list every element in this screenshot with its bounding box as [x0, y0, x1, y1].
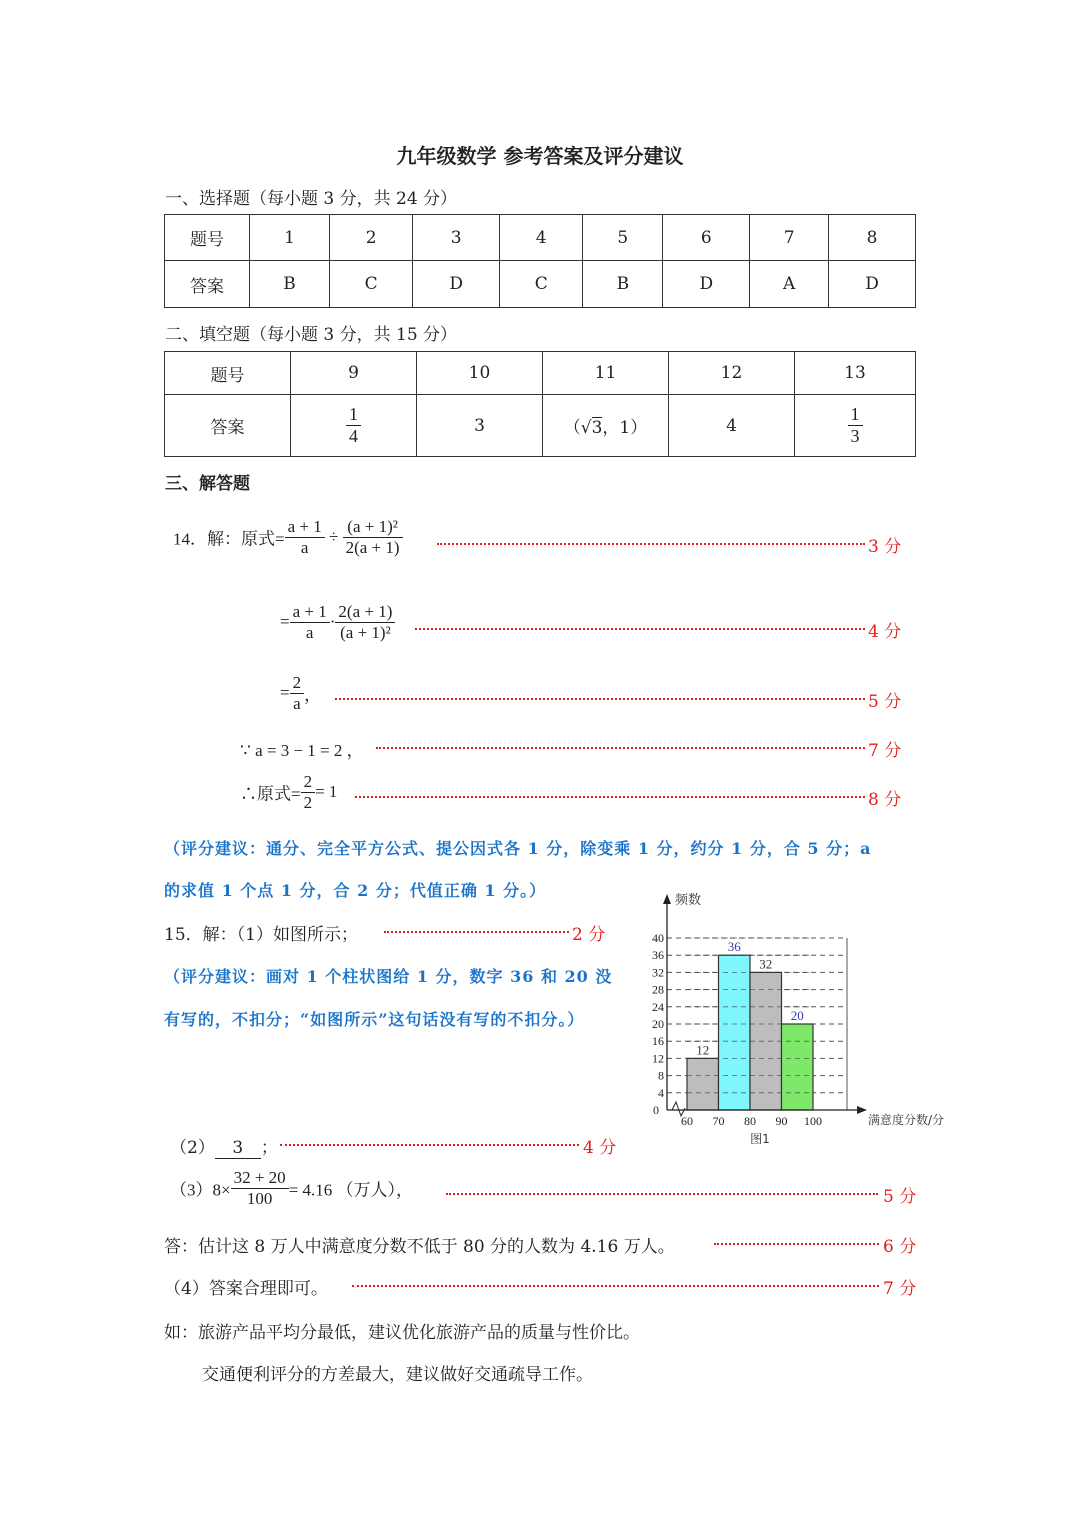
page-title: 九年级数学 参考答案及评分建议 [396, 144, 684, 168]
table-cell: 4 [500, 215, 583, 261]
y-tick-label: 8 [658, 1068, 664, 1083]
denominator: a [305, 622, 314, 642]
q14-step4: ∵ a = 3 − 1 = 2 ， [240, 741, 364, 760]
table-cell: 8 [829, 215, 916, 261]
table-row [165, 395, 916, 457]
table-cell: B [250, 261, 330, 308]
numerator: 1 [848, 404, 863, 426]
x-tick-label: 70 [712, 1114, 725, 1128]
table-cell: 13 [795, 352, 916, 395]
x-tick-label: 100 [804, 1114, 822, 1128]
fraction [285, 517, 325, 557]
row-label: 答案 [165, 395, 291, 457]
table-cell: 7 [750, 215, 829, 261]
q15-grading-note-line2: 有写的，不扣分；“如图所示”这句话没有写的不扣分。） [164, 1010, 585, 1029]
q15-answer: 答：估计这 8 万人中满意度分数不低于 80 分的人数为 4.16 万人。 [164, 1237, 675, 1257]
y-tick-label: 40 [652, 931, 664, 945]
q14-prefix: 14．解：原式= [173, 529, 285, 549]
sqrt-icon: √ [580, 418, 592, 438]
q15-part3 [170, 1168, 413, 1208]
denominator: a [300, 537, 309, 557]
y-tick-label: 28 [652, 982, 664, 997]
multiply-sign: · [329, 612, 336, 632]
y-tick-label: 12 [652, 1051, 664, 1066]
section2-heading: 二、填空题（每小题 3 分，共 15 分） [165, 325, 458, 345]
fraction [346, 404, 361, 446]
fraction [848, 404, 863, 446]
score-points: 4 分 [583, 1138, 617, 1158]
numerator: 2 [290, 673, 305, 694]
table-cell: D [663, 261, 750, 308]
section3-heading: 三、解答题 [165, 474, 250, 494]
score-points: 7 分 [883, 1279, 917, 1299]
table-cell: 9 [291, 352, 417, 395]
table-cell: 6 [663, 215, 750, 261]
table-cell: B [583, 261, 663, 308]
dotted-leader [415, 628, 865, 630]
q14-step1 [173, 517, 403, 557]
data-label: 12 [696, 1042, 710, 1058]
table-cell: 3 [413, 215, 500, 261]
fill-answer-table [164, 351, 916, 457]
y-axis-arrow-icon [663, 894, 671, 904]
denominator: a [293, 693, 301, 713]
table-cell [291, 395, 417, 457]
table-cell: 3 [417, 395, 543, 457]
row-label: 题号 [165, 215, 250, 261]
q15-example1: 如：旅游产品平均分最低，建议优化旅游产品的质量与性价比。 [164, 1323, 640, 1343]
fraction [231, 1168, 289, 1208]
table-cell [795, 395, 916, 457]
q14-result-prefix: ∴原式= [240, 784, 301, 804]
score-points: 6 分 [883, 1237, 917, 1257]
score-points: 3 分 [868, 537, 902, 557]
table-cell: 1 [250, 215, 330, 261]
table-row [165, 261, 916, 308]
y-tick-label: 24 [652, 999, 664, 1014]
table-cell: 4 [669, 395, 795, 457]
y-tick-label: 32 [652, 965, 664, 980]
row-label: 答案 [165, 261, 250, 308]
histogram-chart [635, 886, 970, 1151]
x-tick-label: 60 [681, 1114, 693, 1128]
table-cell: 11 [543, 352, 669, 395]
table-row [165, 352, 916, 395]
paren-left: （ [563, 418, 581, 438]
fraction [301, 772, 316, 812]
dotted-leader [437, 543, 865, 545]
numerator: 2(a + 1) [335, 602, 395, 623]
score-points: 5 分 [868, 692, 902, 712]
denominator: 100 [246, 1188, 273, 1208]
equals-sign: = [280, 683, 290, 703]
q14-grading-note-line1: （评分建议：通分、完全平方公式、提公因式各 1 分，除变乘 1 分，约分 1 分，合 5 分；a [164, 839, 872, 858]
table-cell: C [500, 261, 583, 308]
score-points: 8 分 [868, 790, 902, 810]
q14-step3 [280, 673, 321, 713]
y-tick-label: 20 [652, 1017, 664, 1031]
dotted-leader [280, 1144, 579, 1146]
data-label: 20 [790, 1008, 804, 1023]
denominator: (a + 1)² [340, 622, 391, 642]
table-cell: C [330, 261, 413, 308]
data-label: 36 [727, 939, 741, 955]
q15-part1: 15．解：（1）如图所示； [164, 925, 358, 945]
table-row [165, 215, 916, 261]
bar [719, 955, 751, 1110]
x-tick-label: 90 [775, 1114, 788, 1128]
table-cell [543, 395, 669, 457]
section1-heading: 一、选择题（每小题 3 分，共 24 分） [165, 189, 458, 209]
part-label: （3）8× [170, 1180, 231, 1200]
q15-part4: （4）答案合理即可。 [164, 1279, 328, 1299]
radicand: 3 [591, 418, 603, 438]
bar [687, 1058, 719, 1110]
result-value: = 1 [315, 782, 338, 802]
x-tick-label: 80 [744, 1114, 756, 1128]
x-axis-arrow-icon [857, 1106, 867, 1114]
dotted-leader [376, 747, 865, 749]
y-axis-label: 频数 [675, 893, 702, 908]
dotted-leader [446, 1193, 878, 1195]
table-cell: 5 [583, 215, 663, 261]
result-value: = 4.16 （万人）， [288, 1180, 414, 1200]
table-cell: D [413, 261, 500, 308]
punctuation: ； [260, 1138, 278, 1158]
y-tick-label: 16 [652, 1034, 664, 1049]
dotted-leader [355, 796, 865, 798]
denominator: 4 [349, 426, 358, 446]
fraction [290, 602, 330, 642]
bar [782, 1024, 814, 1110]
fraction [290, 673, 305, 713]
table-cell: 2 [330, 215, 413, 261]
y-tick-label: 4 [658, 1085, 664, 1100]
dotted-leader [384, 931, 569, 933]
table-cell: 10 [417, 352, 543, 395]
answer-blank: 3 [215, 1138, 261, 1159]
paren-right: ，1） [602, 418, 648, 438]
q15-example2: 交通便利评分的方差最大，建议做好交通疏导工作。 [202, 1365, 593, 1385]
fraction [343, 517, 403, 557]
equals-sign: = [280, 612, 290, 632]
score-points: 2 分 [572, 925, 606, 945]
numerator: a + 1 [290, 602, 330, 623]
q14-step5 [240, 772, 337, 812]
q14-step2 [280, 602, 395, 642]
table-cell: A [750, 261, 829, 308]
x-axis-label: 满意度分数/分 [868, 1113, 945, 1127]
row-label: 题号 [165, 352, 291, 395]
denominator: 3 [850, 426, 860, 446]
denominator: 2 [303, 792, 313, 812]
choice-answer-table [164, 214, 916, 308]
denominator: 2(a + 1) [345, 537, 400, 557]
numerator: a + 1 [285, 517, 325, 538]
y-tick-label: 0 [653, 1103, 659, 1117]
chart-caption: 图1 [750, 1132, 770, 1146]
fraction [335, 602, 395, 642]
y-tick-label: 36 [652, 948, 664, 963]
numerator: 32 + 20 [231, 1168, 289, 1189]
table-cell: D [829, 261, 916, 308]
dotted-leader [352, 1285, 879, 1287]
score-points: 5 分 [883, 1187, 917, 1207]
q14-grading-note-line2: 的求值 1 个点 1 分，合 2 分；代值正确 1 分。） [164, 881, 547, 900]
part-label: （2） [170, 1138, 215, 1158]
numerator: 1 [346, 404, 361, 426]
score-points: 7 分 [868, 741, 902, 761]
punctuation: ， [304, 685, 322, 705]
q15-part2 [170, 1133, 278, 1159]
divide-sign: ÷ [328, 527, 339, 547]
table-cell: 12 [669, 352, 795, 395]
numerator: (a + 1)² [343, 517, 403, 538]
numerator: 2 [301, 772, 316, 793]
dotted-leader [714, 1243, 879, 1245]
q15-grading-note-line1: （评分建议：画对 1 个柱状图给 1 分，数字 36 和 20 没 [164, 967, 613, 986]
score-points: 4 分 [868, 622, 902, 642]
dotted-leader [335, 698, 865, 700]
data-label: 32 [759, 956, 773, 972]
